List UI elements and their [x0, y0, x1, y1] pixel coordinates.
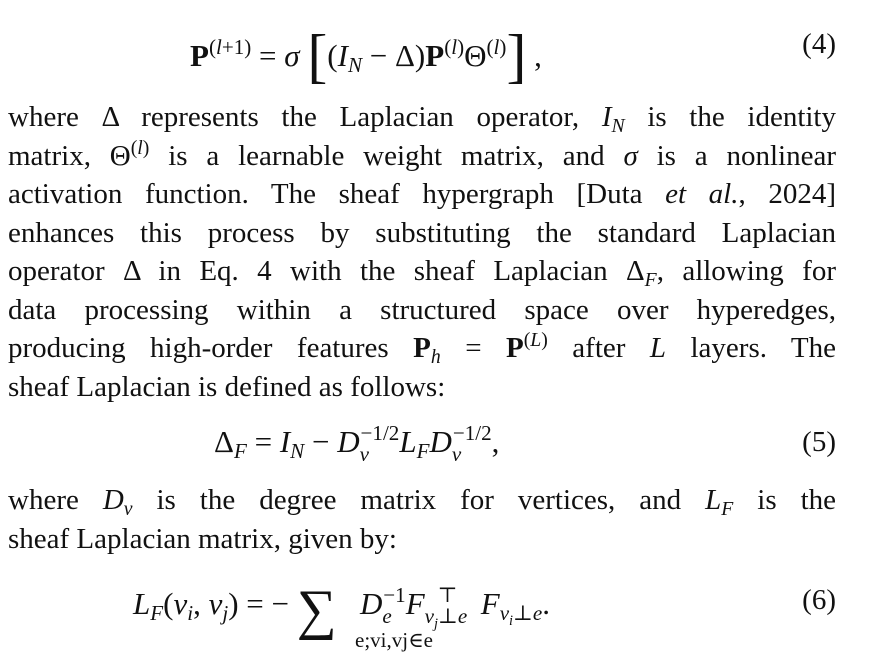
equation-6-body: $L_F(v_i$, $v_j$) = − ∑ $D_e^{-1}F_{v_j\perp e}^⊤$ $F_{v_i\perp e}$. — [133, 579, 550, 641]
equation-4-body: $P^{(l+1)} = \sigma$ $[(I_N - \Delta)P^{(l)}\Theta^{(l)}]$ , — [190, 23, 542, 89]
paragraph-1-line-8: sheaf Laplacian is defined as follows: — [8, 370, 446, 403]
equation-4-number: (4) — [802, 28, 836, 60]
paragraph-2-line-2: sheaf Laplacian matrix, given by: — [8, 522, 397, 555]
paragraph-1-line-1: where Δ represents the Laplacian operator, $I_N$ is the identity — [8, 101, 836, 137]
equation-6-number: (6) — [802, 584, 836, 616]
paragraph-1-line-7: producing high-order features $P_h = P^{(L)}$ after L layers. The — [8, 329, 837, 368]
equation-5-number: (5) — [802, 426, 836, 458]
equation-5-body: $\Delta_F = I_N - D_v^{-1/2}L_FD_v^{-1/2}$, — [214, 421, 500, 467]
summation-index: e;vi,vj∈e — [355, 628, 433, 652]
paragraph-1-line-6: data processing within a structured space over hyperedges, — [8, 293, 836, 326]
paragraph-2-line-1: where $D_v$ is the degree matrix for vertices, and $L_F$ is the — [8, 484, 837, 520]
paragraph-1 — [8, 98, 836, 406]
paragraph-2 — [8, 481, 836, 558]
paragraph-1-line-2: matrix, $\Theta^{(l)}$ is a learnable weight matrix, and σ is a nonlinear — [8, 136, 836, 172]
summation-symbol: ∑ — [296, 579, 337, 641]
paragraph-1-line-5: operator Δ in Eq. 4 with the sheaf Laplacian $\Delta_F$, allowing for — [8, 255, 836, 291]
paragraph-1-line-3: activation function. The sheaf hypergraph [Duta et al., 2024] — [8, 178, 837, 210]
paragraph-1-line-4: enhances this process by substituting the standard Laplacian — [8, 216, 836, 249]
